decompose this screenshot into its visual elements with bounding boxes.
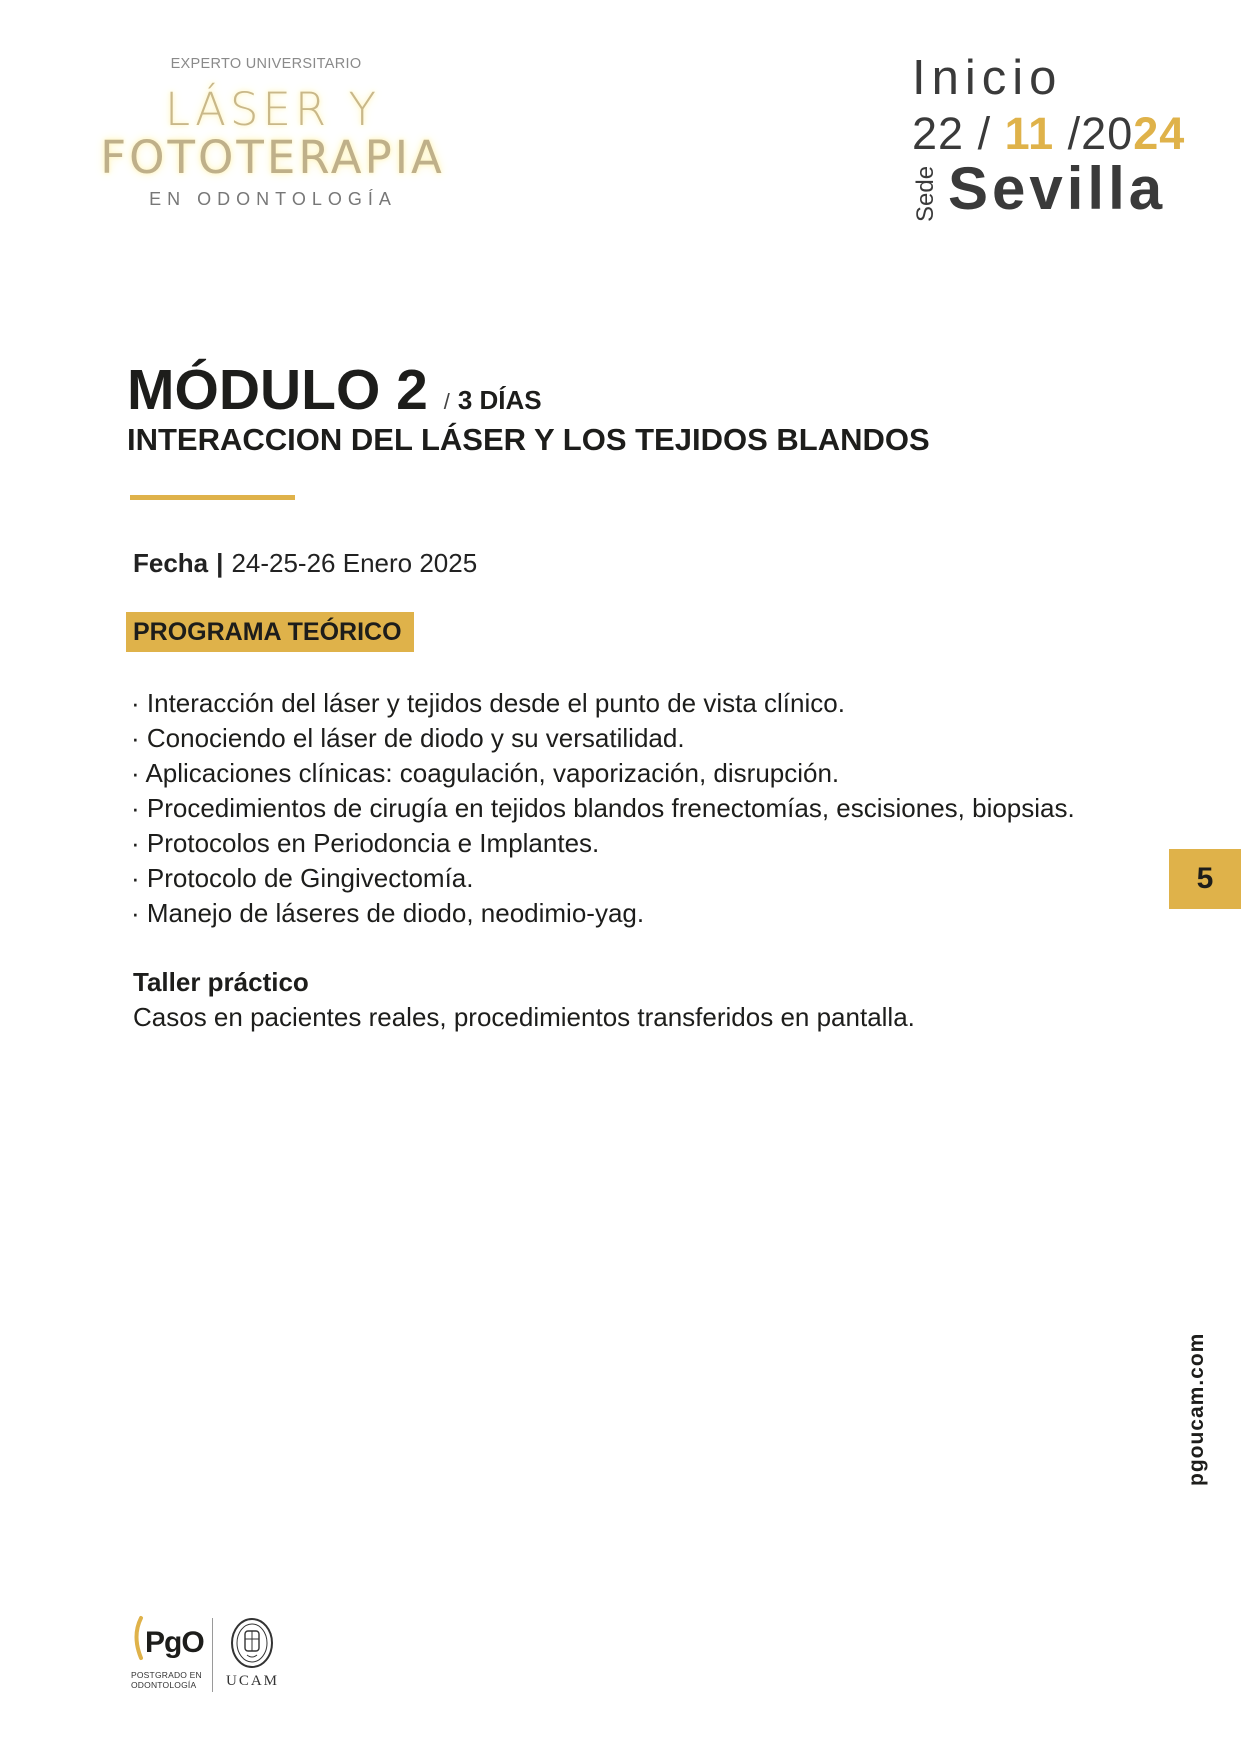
pgo-caption bbox=[131, 1670, 202, 1690]
date-value: 24-25-26 Enero 2025 bbox=[231, 548, 478, 578]
program-badge: PROGRAMA TEÓRICO bbox=[126, 612, 414, 652]
start-day: 22 bbox=[912, 108, 965, 159]
start-month: 11 bbox=[1004, 108, 1055, 159]
start-date bbox=[912, 108, 1185, 160]
logo-title-line1: LÁSER Y bbox=[165, 83, 380, 136]
module-separator: / bbox=[443, 389, 450, 414]
module-duration: 3 DÍAS bbox=[457, 385, 542, 415]
list-item: · Conociendo el láser de diodo y su versatilidad. bbox=[131, 723, 685, 753]
date-label: Fecha bbox=[133, 548, 209, 578]
website-wrap bbox=[1184, 1332, 1210, 1486]
list-item: · Procedimientos de cirugía en tejidos blandos frenectomías, escisiones, biopsias. bbox=[131, 793, 1075, 823]
list-item: · Protocolos en Periodoncia e Implantes. bbox=[131, 828, 600, 858]
footer-divider bbox=[212, 1618, 213, 1692]
module-date bbox=[133, 546, 477, 580]
venue-label-wrap bbox=[914, 150, 938, 222]
program-list bbox=[131, 686, 1075, 931]
website-link[interactable]: pgoucam.com bbox=[1185, 1332, 1208, 1486]
module-title-text: MÓDULO 2 bbox=[127, 358, 428, 422]
list-item: · Manejo de láseres de diodo, neodimio-yag. bbox=[131, 898, 645, 928]
logo-kicker: EXPERTO UNIVERSITARIO bbox=[170, 56, 362, 72]
ucam-seal-icon bbox=[229, 1617, 275, 1669]
pgo-logo bbox=[131, 1614, 213, 1664]
module-subtitle: INTERACCION DEL LÁSER Y LOS TEJIDOS BLANDOS bbox=[127, 422, 930, 457]
accent-divider bbox=[130, 495, 295, 500]
page-number: 5 bbox=[1169, 849, 1241, 909]
list-item: · Protocolo de Gingivectomía. bbox=[131, 863, 474, 893]
logo-subtitle: EN ODONTOLOGÍA bbox=[149, 189, 397, 209]
start-sep1: / bbox=[964, 108, 1005, 159]
pgo-caption-line2: ODONTOLOGÍA bbox=[131, 1680, 197, 1690]
ucam-wordmark: UCAM bbox=[226, 1673, 280, 1689]
venue-label: Sede bbox=[912, 165, 939, 222]
workshop-text: Casos en pacientes reales, procedimientos transferidos en pantalla. bbox=[133, 1002, 915, 1032]
start-sep2: / bbox=[1054, 108, 1082, 159]
start-label: Inicio bbox=[912, 51, 1063, 105]
pgo-mark: PgO bbox=[145, 1626, 204, 1659]
logo-title-line2: FOTOTERAPIA bbox=[100, 131, 445, 184]
pgo-caption-line1: POSTGRADO EN bbox=[131, 1670, 202, 1680]
start-year-prefix: 20 bbox=[1081, 108, 1134, 159]
workshop-title: Taller práctico bbox=[133, 967, 309, 997]
list-item: · Interacción del láser y tejidos desde el punto de vista clínico. bbox=[131, 688, 845, 718]
venue-name: Sevilla bbox=[948, 155, 1167, 222]
date-separator: | bbox=[216, 548, 224, 578]
list-item: · Aplicaciones clínicas: coagulación, vaporización, disrupción. bbox=[131, 758, 840, 788]
start-year-suffix: 24 bbox=[1133, 108, 1186, 159]
